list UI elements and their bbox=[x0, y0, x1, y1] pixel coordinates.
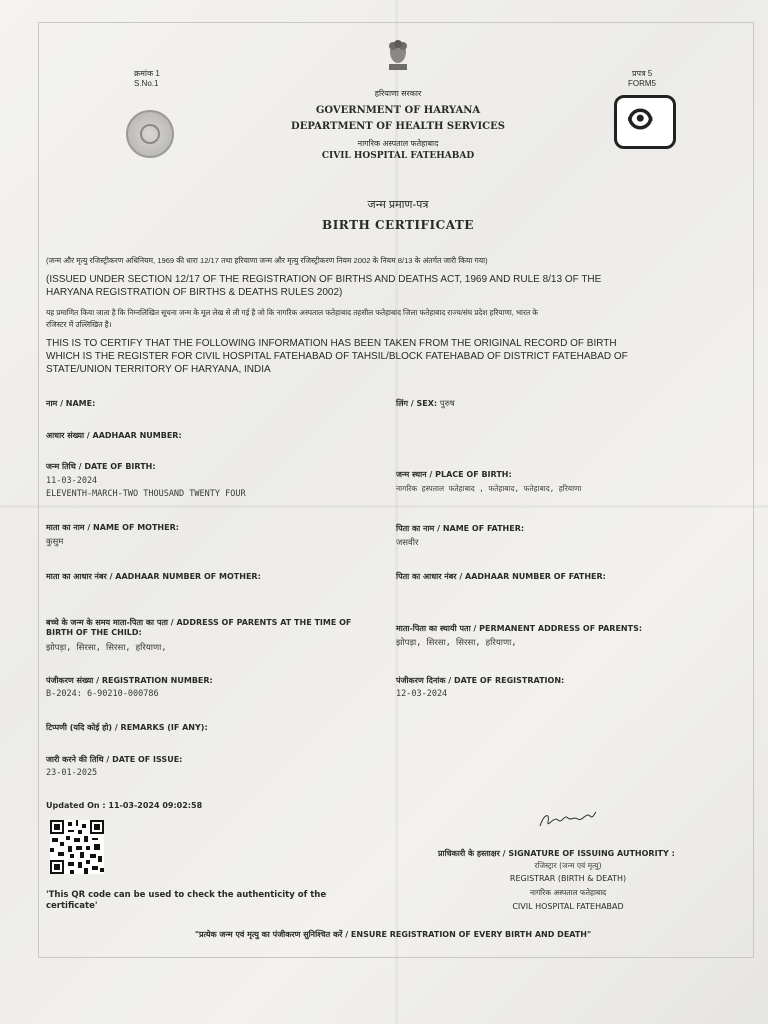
dob-words: ELEVENTH-MARCH-TWO THOUSAND TWENTY FOUR bbox=[46, 489, 246, 499]
issue-label: जारी करने की तिथि / DATE OF ISSUE: bbox=[46, 755, 183, 764]
father-aadhaar-label: पिता का आधार नंबर / AADHAAR NUMBER OF FATHER: bbox=[396, 572, 606, 581]
form-number: FORM5 bbox=[628, 79, 656, 88]
mother-aadhaar-label: माता का आधार नंबर / AADHAAR NUMBER OF MOTHER: bbox=[46, 572, 261, 581]
hospital-title: CIVIL HOSPITAL FATEHABAD bbox=[321, 151, 475, 161]
form-logo-icon bbox=[614, 95, 676, 149]
qr-note-1: 'This QR code can be used to check the authenticity of the bbox=[46, 890, 327, 900]
sno: S.No.1 bbox=[134, 79, 159, 88]
pob-label: जन्म स्थान / PLACE OF BIRTH: bbox=[396, 470, 512, 479]
reg-date-value: 12-03-2024 bbox=[396, 689, 448, 699]
name-label: नाम / NAME: bbox=[46, 399, 96, 408]
govt-title: GOVERNMENT OF HARYANA bbox=[315, 105, 481, 116]
sig-hospital-hindi: नागरिक अस्पताल फतेहाबाद bbox=[529, 888, 607, 897]
reg-no-value: B-2024: 6-90210-000786 bbox=[46, 689, 159, 699]
certify-hindi-1: यह प्रमाणित किया जाता है कि निम्नलिखित सूचना जन्म के मूल लेख से ली गई है जो कि नागरिक अस्पताल फतेहाबाद तहसील फतेहाबाद जिला फतेहाबाद राज्य/संघ प्रदेश हरियाणा, भारत के bbox=[46, 308, 538, 317]
certify-hindi-2: रजिस्टर में उल्लिखित है। bbox=[46, 320, 112, 329]
act-line-2: HARYANA REGISTRATION OF BIRTHS & DEATHS RULES 2002) bbox=[46, 287, 343, 298]
act-line-1: (ISSUED UNDER SECTION 12/17 OF THE REGISTRATION OF BIRTHS AND DEATHS ACT, 1969 AND RULE 8/13 OF THE bbox=[46, 274, 602, 285]
certify-line-1: THIS IS TO CERTIFY THAT THE FOLLOWING INFORMATION HAS BEEN TAKEN FROM THE ORIGINAL RECORD OF BIRTH bbox=[46, 338, 617, 349]
mother-label: माता का नाम / NAME OF MOTHER: bbox=[46, 523, 179, 532]
perm-address-label: माता-पिता का स्थायी पता / PERMANENT ADDRESS OF PARENTS: bbox=[396, 624, 643, 633]
aadhaar-label: आधार संख्या / AADHAAR NUMBER: bbox=[46, 431, 182, 440]
act-hindi: (जन्म और मृत्यु रजिस्ट्रीकरण अधिनियम, 1969 की धारा 12/17 तथा हरियाणा जन्म और मृत्यु रजिस्ट्रीकरण नियम 2002 के नियम 8/13 के अंतर्गत जारी किया गया) bbox=[46, 256, 488, 265]
ashoka-emblem-icon bbox=[386, 38, 410, 72]
govt-hindi: हरियाणा सरकार bbox=[374, 89, 422, 98]
registrar-hindi: रजिस्ट्रार (जन्म एवं मृत्यु) bbox=[534, 861, 602, 870]
address-birth-label-1: बच्चे के जन्म के समय माता-पिता का पता / ADDRESS OF PARENTS AT THE TIME OF bbox=[46, 618, 352, 627]
pob-value: नागरिक हस्पताल फतेहाबाद , फतेहाबाद, फतेहाबाद, हरियाणा bbox=[396, 484, 582, 493]
title-hindi: जन्म प्रमाण-पत्र bbox=[367, 199, 429, 211]
reg-no-label: पंजीकरण संख्या / REGISTRATION NUMBER: bbox=[46, 676, 213, 685]
certify-line-2: WHICH IS THE REGISTER FOR CIVIL HOSPITAL FATEHABAD OF TAHSIL/BLOCK FATEHABAD OF DISTRICT FATEHABAD OF bbox=[46, 351, 628, 362]
sig-hospital: CIVIL HOSPITAL FATEHABAD bbox=[512, 902, 624, 911]
mother-value: कुसुम bbox=[46, 537, 64, 547]
sex-label bbox=[396, 398, 455, 409]
father-label: पिता का नाम / NAME OF FATHER: bbox=[396, 524, 525, 533]
updated-on: Updated On : 11-03-2024 09:02:58 bbox=[46, 801, 203, 810]
dept-title: DEPARTMENT OF HEALTH SERVICES bbox=[291, 121, 505, 132]
perm-address-value: झोपड़ा, सिरसा, सिरसा, हरियाणा, bbox=[396, 638, 517, 648]
registrar: REGISTRAR (BIRTH & DEATH) bbox=[509, 874, 627, 883]
father-value: जसवीर bbox=[396, 538, 419, 548]
slogan: "प्रत्येक जन्म एवं मृत्यु का पंजीकरण सुनिश्चित करें / ENSURE REGISTRATION OF EVERY BIRTH AND DEATH" bbox=[194, 930, 592, 939]
dob-value: 11-03-2024 bbox=[46, 476, 98, 486]
reg-date-label: पंजीकरण दिनांक / DATE OF REGISTRATION: bbox=[396, 676, 565, 685]
dob-label: जन्म तिथि / DATE OF BIRTH: bbox=[46, 462, 156, 471]
qr-note-2: certificate' bbox=[46, 901, 98, 911]
issue-value: 23-01-2025 bbox=[46, 768, 98, 778]
hospital-hindi: नागरिक अस्पताल फतेहाबाद bbox=[357, 139, 439, 148]
remarks-label: टिप्पणी (यदि कोई हो) / REMARKS (IF ANY): bbox=[46, 723, 208, 732]
address-birth-value: झोपड़ा, सिरसा, सिरसा, हरियाणा, bbox=[46, 643, 167, 653]
title-english: BIRTH CERTIFICATE bbox=[322, 218, 474, 232]
sno-hindi: क्रमांक 1 bbox=[134, 69, 160, 78]
signature-icon bbox=[538, 806, 598, 832]
signature-label: प्राधिकारी के हस्ताक्षर / SIGNATURE OF ISSUING AUTHORITY : bbox=[438, 849, 675, 858]
sex-value: पुरुष bbox=[439, 399, 455, 409]
certify-line-3: STATE/UNION TERRITORY OF HARYANA, INDIA bbox=[46, 364, 271, 375]
sex-label-text: लिंग / SEX: bbox=[396, 399, 438, 408]
address-birth-label-2: BIRTH OF THE CHILD: bbox=[46, 628, 142, 637]
form-hindi: प्रपत्र 5 bbox=[632, 69, 653, 78]
